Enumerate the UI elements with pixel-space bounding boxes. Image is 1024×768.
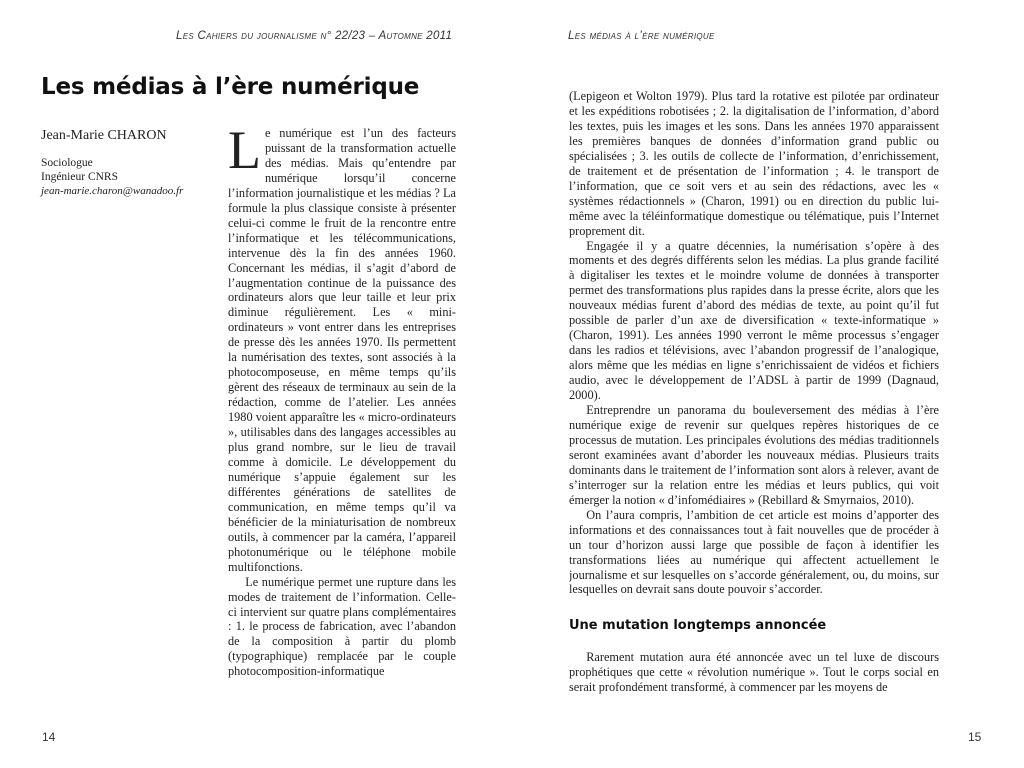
article-title: Les médias à l’ère numérique	[41, 74, 420, 100]
body-paragraph: Entreprendre un panorama du bouleversement des médias à l’ère numérique exige de revenir sur quelques repères historiques de ce processus de mutation. Les principales évolutions des médias traditionnels seront examinées avant d’aborder les nouveaux médias. Plusieurs traits dominants dans le traitement de l’information sont alors à relever, avant de s’interroger sur la relation entre les médias et leurs publics, qui voit émerger la notion « d’infomédiaires » (Rebillard & Smyrnaios, 2010).	[569, 403, 939, 507]
body-paragraph: Rarement mutation aura été annoncée avec un tel luxe de discours prophétiques que cette « révolution numérique ». Tout le corps social en serait profondément transformé, à commencer par les moyens de	[569, 650, 939, 695]
running-head-right: Les médias à l’ère numérique	[568, 30, 715, 42]
body-paragraph: (Lepigeon et Wolton 1979). Plus tard la rotative est pilotée par ordinateur et les expéditions robotisées ; 2. la digitalisation de l’information, d’abord les textes, puis les images et les sons. Dans les années 1970 apparaissent les premières banques de données d’information grand public ou spécialisées ; 3. les outils de collecte de l’information, d’enrichissement, de traitement et de présentation de l’information ; 4. le transport de l’information, que ce soit vers et au sein des rédactions, avec les « systèmes rédactionnels » (Charon, 1991) ou en direction du public lui-même avec la téléinformatique domestique ou télématique, puis l’Internet proprement dit.	[569, 89, 939, 238]
right-page-body	[569, 89, 939, 705]
running-head-left: Les Cahiers du journalisme n° 22/23 – Automne 2011	[176, 30, 453, 42]
page-number-right: 15	[968, 730, 982, 744]
author-block	[41, 128, 211, 198]
section-heading: Une mutation longtemps annoncée	[569, 618, 827, 634]
author-organization: Ingénieur CNRS	[41, 171, 118, 183]
intro-paragraph-text: e numérique est l’un des facteurs puissant de la transformation actuelle des médias. Mais qu’entendre par numérique lorsqu’il concerne l’information journalistique et les médias ? La formule la plus classique consiste à présenter celui-ci comme le fruit de la rencontre entre l’informatique et les télécommunications, intervenue dès la fin des années 1960. Concernant les médias, il s’agit d’abord de l’augmentation continue de la puissance des ordinateurs alors que leur taille et leur prix diminue régulièrement. Les « mini-ordinateurs » vont entrer dans les entreprises de presse dès les années 1970. Ils permettent la numérisation des textes, sont associés à la photocomposeuse, en même temps qu’ils gèrent des réseaux de terminaux au sein de la rédaction, comme de l’atelier. Les années 1980 voient apparaître les « micro-ordinateurs », utilisables dans des langages accessibles au plus grand nombre, sur le lieu de travail comme à domicile. Le développement du numérique s’appuie également sur les différentes générations de satellites de communication, en même temps qu’il va bénéficier de la miniaturisation de nombreux outils, à commencer par la caméra, l’appareil photonumérique ou le téléphone mobile multifonctions.	[228, 126, 456, 574]
author-email: jean-marie.charon@wanadoo.fr	[41, 185, 184, 197]
drop-cap: L	[228, 126, 261, 180]
page-number-left: 14	[42, 730, 56, 744]
intro-paragraph	[228, 126, 456, 575]
body-paragraph: Engagée il y a quatre décennies, la numérisation s’opère à des moments et des degrés différents selon les médias. La plus grande facilité à digitaliser les textes et le moindre volume de données à transporter permet des transformations plus rapides dans la presse écrite, alors que les nouveaux médias furent d’abord des médias de texte, au point qu’il fut possible de parler d’un axe de diversification « texte-informatique » (Charon, 1991). Les années 1990 verront le même processus s’engager dans les radios et télévisions, avec l’abandon progressif de l’analogique, alors même que les médias en ligne s’enrichissaient de vidéos et fichiers audio, avec le développement de l’ADSL à partir de 1999 (Dagnaud, 2000).	[569, 238, 939, 403]
body-paragraph: On l’aura compris, l’ambition de cet article est moins d’apporter des informations et des connaissances tout à fait nouvelles que de procéder à un tour d’horizon aussi large que possible de façon à identifier les transformations liées au numérique qui affectent actuellement le journalisme et sur lesquelles on s’accorde généralement, ou, du moins, sur lesquelles on devrait sans doute pouvoir s’accorder.	[569, 507, 939, 597]
left-page-body	[228, 126, 456, 696]
author-role: Sociologue	[41, 157, 93, 169]
author-name: Jean-Marie CHARON	[41, 128, 167, 143]
body-paragraph: Le numérique permet une rupture dans les modes de traitement de l’information. Celle-ci intervient sur quatre plans complémentaires : 1. le process de fabrication, avec l’abandon de la composition à partir du plomb (typographique) remplacée par le couple photocomposition-informatique	[228, 574, 456, 679]
